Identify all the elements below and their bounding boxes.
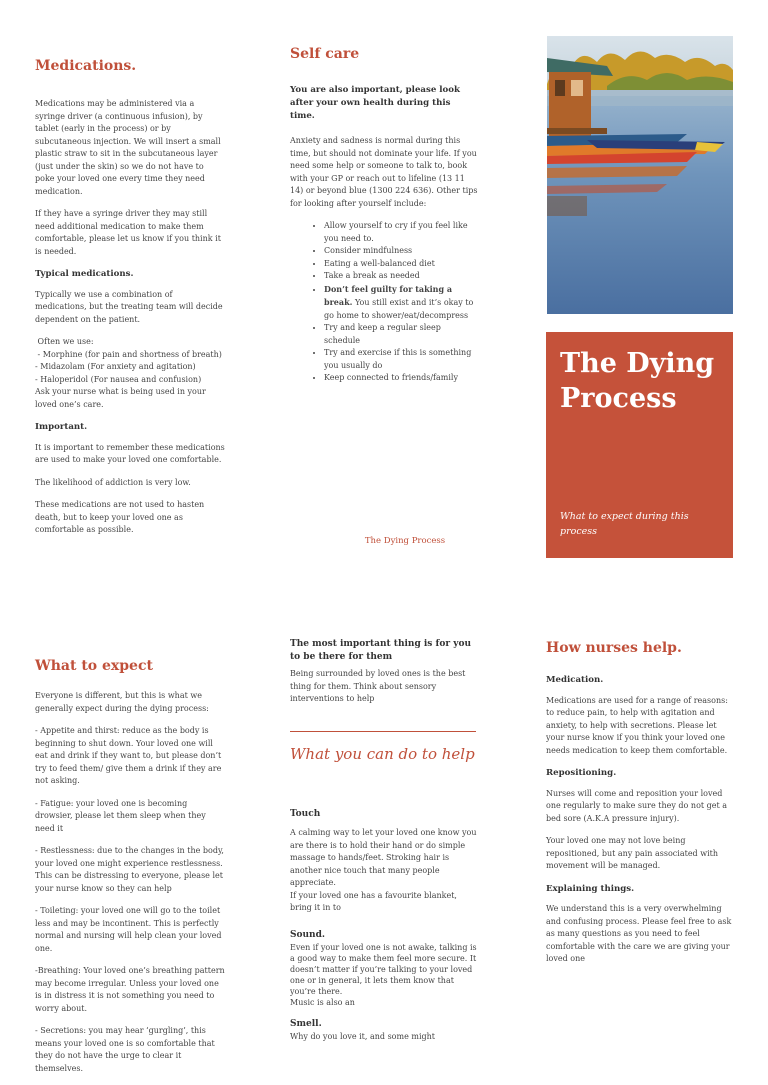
divider-rule: [290, 731, 476, 732]
touch-text2: If your loved one has a favourite blanket, bring it in to: [290, 890, 457, 912]
nurses-heading: How nurses help.: [546, 640, 682, 656]
selfcare-lead: You are also important, please look after your own health during this time.: [290, 85, 460, 121]
expect-item: - Secretions: you may hear ‘gurgling’, this means your loved one is so comfortable that they do not have the urge to clear it themselves.: [35, 1026, 215, 1073]
drug-midazolam: - Midazolam (For anxiety and agitation): [35, 362, 196, 371]
expect-item: - Appetite and thirst: reduce as the body is beginning to shut down. Your loved one will eat and drink if they want to, but please don’t try to feed them/ give them a drink if they are not asking.: [35, 726, 222, 785]
lake-boats-image: [547, 36, 733, 314]
tip-item: • Take a break as needed: [324, 270, 478, 283]
senses-section: [290, 808, 478, 1043]
tip-item: • Consider mindfulness: [324, 245, 478, 258]
medications-p6: These medications are not used to hasten death, but to keep your loved one as comfortable as possible.: [35, 500, 205, 534]
often-use: Often we use:: [35, 337, 94, 346]
tip-extra: You still exist and it’s okay to go home to shower/eat/decompress: [324, 298, 474, 320]
important-heading: Important.: [35, 422, 88, 432]
selfcare-footer: The Dying Process: [364, 536, 446, 546]
repositioning-text2: Your loved one may not love being repositioned, but any pain associated with movement will be managed.: [546, 836, 718, 870]
medication-heading: Medication.: [546, 675, 604, 685]
help-section: [290, 638, 478, 706]
expect-item: - Toileting: your loved one will go to the toilet less and may be incontinent. This is perfectly normal and nursing will help clean your loved one.: [35, 906, 222, 953]
smell-heading: Smell.: [290, 1018, 322, 1029]
medications-heading: Medications.: [35, 58, 137, 74]
music-text: Music is also an: [290, 997, 355, 1007]
tip-item: • Try and exercise if this is something you usually do: [324, 347, 478, 372]
selfcare-tips-list: [290, 220, 478, 385]
medications-p1: Medications may be administered via a syringe driver (a continuous infusion), by tablet (early in the process) or by subcutaneous injection. We will insert a small plastic straw to sit in the subcutaneous layer (just under the skin) so we do not have to poke your loved one every time they need medication.: [35, 99, 221, 196]
drug-haloperidol: - Haloperidol (For nausea and confusion): [35, 374, 202, 384]
help-title: What you can do to help: [290, 745, 475, 763]
selfcare-section: [290, 46, 478, 385]
explaining-text: We understand this is a very overwhelming and confusing process. Please feel free to ask as many questions as you need to feel comfortable with the care we are giving your loved one: [546, 904, 732, 963]
repositioning-heading: Repositioning.: [546, 768, 617, 778]
expect-item: - Restlessness: due to the changes in the body, your loved one might experience restlessness. This can be distressing to everyone, please let your nurse know so they can help: [35, 846, 224, 893]
expect-item: - Fatigue: your loved one is becoming drowsier, please let them sleep when they need it: [35, 798, 206, 833]
important-lead: The most important thing is for you to be there for them: [290, 639, 472, 662]
typical-medications-heading: Typical medications.: [35, 269, 134, 279]
help-p1: Being surrounded by loved ones is the best thing for them. Think about sensory interventions to help: [290, 669, 466, 703]
touch-text: A calming way to let your loved one know you are there is to hold their hand or do simple massage to hands/feet. Stroking hair is another nice touch that many people appreciate.: [290, 828, 477, 887]
smell-text: Why do you love it, and some might: [290, 1031, 435, 1041]
medication-text: Medications are used for a range of reasons: to reduce pain, to help with agitation and anxiety, to help with secretions. Please let your nurse know if you think your loved one needs medication to keep them comfortable.: [546, 695, 728, 755]
cover-block: [546, 332, 733, 558]
repositioning-text: Nurses will come and reposition your loved one regularly to make sure they do not get a bed sore (A.K.A pressure injury).: [546, 788, 728, 823]
selfcare-heading: Self care: [290, 46, 360, 62]
tip-item: • Allow yourself to cry if you feel like you need to.: [324, 220, 478, 245]
cover-title: The Dying Process: [560, 348, 715, 414]
tip-item: [324, 283, 478, 323]
medications-ask: Ask your nurse what is being used in your loved one’s care.: [35, 387, 206, 409]
tip-item: • Eating a well-balanced diet: [324, 258, 478, 271]
medications-p3: Typically we use a combination of medications, but the treating team will decide dependent on the patient.: [35, 289, 223, 324]
tip-item: • Keep connected to friends/family: [324, 372, 478, 385]
sound-heading: Sound.: [290, 929, 326, 940]
touch-heading: Touch: [290, 809, 321, 819]
selfcare-p1: Anxiety and sadness is normal during this time, but should not dominate your life. If you need some help or someone to talk to, book with your GP or reach out to lifeline (13 11 14) or beyond blue (1300 224 636). Other tips for looking after yourself include:: [290, 136, 478, 208]
drug-morphine: - Morphine (for pain and shortness of breath): [35, 349, 222, 359]
cover-subtitle: What to expect during this process: [560, 511, 689, 537]
cover-photo: [547, 36, 733, 314]
expect-section: [35, 658, 225, 1085]
explaining-heading: Explaining things.: [546, 883, 635, 894]
medications-p5: The likelihood of addiction is very low.: [35, 477, 191, 487]
medications-p4: It is important to remember these medications are used to make your loved one comfortable.: [35, 442, 225, 464]
sound-text: Even if your loved one is not awake, talking is a good way to make them feel more secure. It doesn’t matter if you’re talking to your loved one or in general, it lets them know that you’re there.: [290, 942, 477, 996]
medications-section: [35, 58, 225, 547]
tip-bold: Don’t feel guilty for taking a break.: [324, 283, 453, 307]
nurses-section: [546, 640, 736, 976]
expect-heading: What to expect: [35, 658, 153, 674]
medications-p2: If they have a syringe driver they may still need additional medication to make them comfortable, please let us know if you think it is needed.: [35, 209, 221, 256]
expect-item: -Breathing: Your loved one’s breathing pattern may become irregular. Unless your loved one is in distress it is not something you need to worry about.: [35, 966, 225, 1013]
expect-intro: Everyone is different, but this is what we generally expect during the dying process:: [35, 691, 209, 713]
tip-item: • Try and keep a regular sleep schedule: [324, 322, 478, 347]
